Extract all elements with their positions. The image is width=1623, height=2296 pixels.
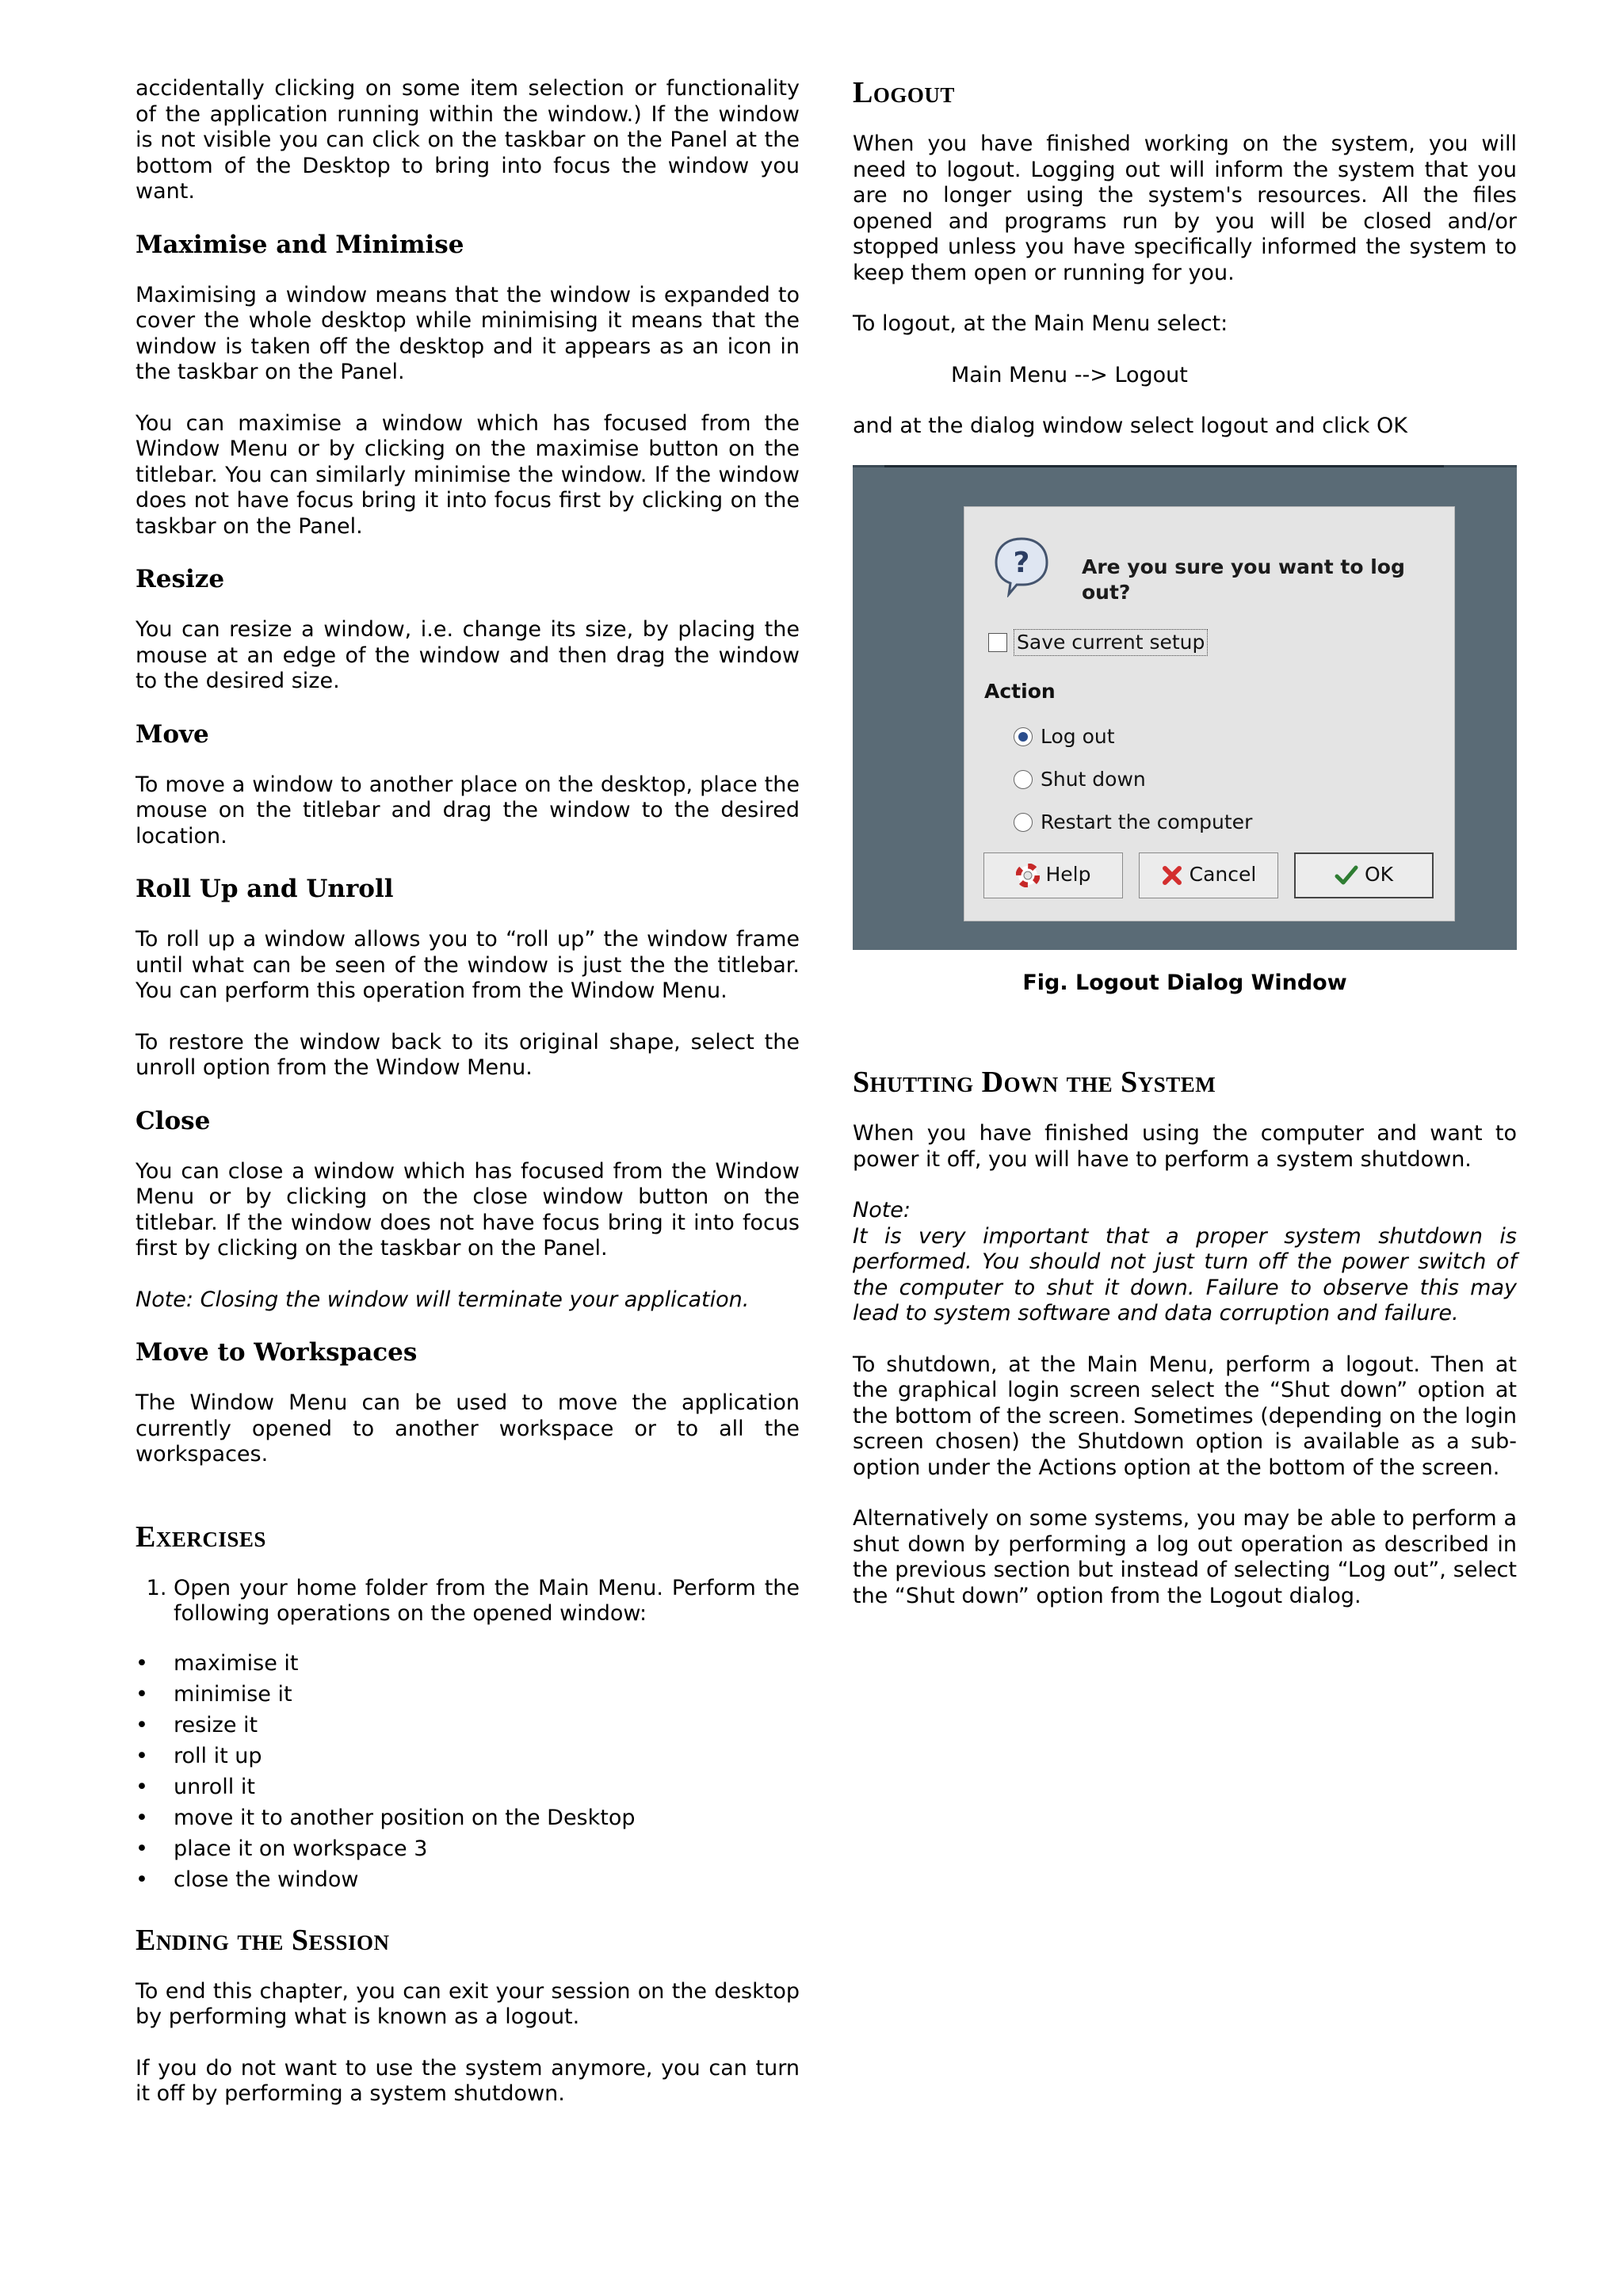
action-label: Action <box>984 679 1056 703</box>
bullet-item: • move it to another position on the Desktop <box>136 1802 800 1833</box>
save-setup-label: Save current setup <box>1014 629 1208 657</box>
paragraph-logout-2: To logout, at the Main Menu select: <box>853 311 1228 336</box>
paragraph-shutdown-2: To shutdown, at the Main Menu, perform a logout. Then at the graphical login screen select the “Shut down” option at the bottom of the screen. Sometimes (depending on the login screen chosen) the Shutdown option is available as a sub-option under the Actions option at the bottom of the screen. <box>853 1352 1517 1480</box>
paragraph-workspaces: The Window Menu can be used to move the application currently opened to another workspace or to all the workspaces. <box>136 1390 800 1466</box>
save-setup-checkbox[interactable] <box>988 629 1208 657</box>
lifebuoy-icon <box>1016 864 1040 887</box>
heading-close: Close <box>136 1106 211 1135</box>
left-column <box>136 76 800 2133</box>
note-label: Note: <box>853 1198 911 1222</box>
paragraph-intro: accidentally clicking on some item selection or functionality of the application running within the window.) If the window is not visible you can click on the taskbar on the Panel at the bottom of the Desktop to bring into focus the window you want. <box>136 76 800 204</box>
close-note: Note: Closing the window will terminate your application. <box>136 1287 750 1312</box>
radio-shut-down[interactable] <box>1014 767 1146 793</box>
radio-label: Shut down <box>1041 767 1146 791</box>
help-label: Help <box>1045 863 1091 887</box>
paragraph-logout-1: When you have finished working on the system, you will need to logout. Logging out will inform the system that you are no longer using the system's resources. All the files opened and programs run by you will be closed and/or stopped unless you have specifically informed the system to keep them open or running for you. <box>853 132 1517 285</box>
right-column <box>853 76 1517 1634</box>
heading-logout: Logout <box>853 76 955 109</box>
paragraph-maximise-1: Maximising a window means that the window is expanded to cover the whole desktop while minimising it means that the window is taken off the desktop and it appears as an icon in the taskbar on the Panel. <box>136 282 800 384</box>
radio-button-selected[interactable] <box>1014 727 1033 746</box>
cancel-label: Cancel <box>1189 863 1257 887</box>
radio-restart[interactable] <box>1014 810 1252 836</box>
paragraph-roll-2: To restore the window back to its original shape, select the unroll option from the Window Menu. <box>136 1029 800 1080</box>
bullet-item: • place it on workspace 3 <box>136 1833 800 1864</box>
bullet-item: • close the window <box>136 1864 800 1895</box>
heading-maximise-minimise: Maximise and Minimise <box>136 230 464 259</box>
dialog-question: Are you sure you want to log out? <box>1082 555 1405 604</box>
checkmark-icon <box>1335 864 1358 887</box>
paragraph-ending-2: If you do not want to use the system anymore, you can turn it off by performing a system shutdown. <box>136 2055 800 2106</box>
cancel-x-icon <box>1161 864 1183 887</box>
heading-exercises: Exercises <box>136 1520 266 1554</box>
paragraph-shutdown-1: When you have finished using the computer and want to power it off, you will have to perform a system shutdown. <box>853 1121 1517 1172</box>
radio-button[interactable] <box>1014 813 1033 832</box>
paragraph-move: To move a window to another place on the desktop, place the mouse on the titlebar and drag the window to the desired location. <box>136 772 800 849</box>
exercise-bullets <box>136 1648 800 1895</box>
radio-log-out[interactable] <box>1014 724 1115 750</box>
exercise-item: 1. Open your home folder from the Main Menu. Perform the following operations on the opened window: <box>174 1576 800 1627</box>
logout-menu-path: Main Menu --> Logout <box>951 362 1188 387</box>
radio-label: Restart the computer <box>1041 810 1253 833</box>
bullet-item: • resize it <box>136 1710 800 1741</box>
paragraph-shutdown-3: Alternatively on some systems, you may be able to perform a shut down by performing a log out operation as described in the previous section but instead of selecting “Log out”, select the “Shut down” option from the Logout dialog. <box>853 1506 1517 1608</box>
figure-caption: Fig. Logout Dialog Window <box>1022 970 1347 995</box>
radio-label: Log out <box>1041 724 1115 748</box>
bullet-item: • minimise it <box>136 1679 800 1710</box>
heading-roll-up: Roll Up and Unroll <box>136 875 394 903</box>
note-text: It is very important that a proper system shutdown is performed. You should not just turn off the power switch of the computer to shut it down. Failure to observe this may lead to system software and data corruption and failure. <box>853 1223 1517 1325</box>
paragraph-logout-3: and at the dialog window select logout and click OK <box>853 414 1407 438</box>
bullet-item: • unroll it <box>136 1772 800 1802</box>
logout-dialog-screenshot <box>853 465 1517 950</box>
heading-move: Move <box>136 719 209 749</box>
paragraph-roll-1: To roll up a window allows you to “roll up” the window frame until what can be seen of the window is just the the titlebar. You can perform this operation from the Window Menu. <box>136 927 800 1003</box>
svg-text:?: ? <box>1013 546 1030 579</box>
ok-button[interactable] <box>1294 852 1434 898</box>
paragraph-close: You can close a window which has focused from the Window Menu or by clicking on the close window button on the titlebar. If the window does not have focus bring it into focus first by clicking on the taskbar on the Panel. <box>136 1158 800 1261</box>
cancel-button[interactable] <box>1139 852 1278 898</box>
logout-dialog <box>964 506 1455 921</box>
heading-workspaces: Move to Workspaces <box>136 1338 418 1367</box>
checkbox-box[interactable] <box>988 633 1007 652</box>
ok-label: OK <box>1364 863 1394 887</box>
help-button[interactable] <box>983 852 1123 898</box>
heading-shutting-down: Shutting Down the System <box>853 1066 1216 1099</box>
paragraph-resize: You can resize a window, i.e. change its size, by placing the mouse at an edge of the window and then drag the window to the desired size. <box>136 617 800 693</box>
paragraph-ending-1: To end this chapter, you can exit your session on the desktop by performing what is known as a logout. <box>136 1978 800 2029</box>
question-icon <box>993 536 1050 597</box>
exercise-list <box>136 1576 800 1627</box>
radio-button[interactable] <box>1014 770 1033 789</box>
paragraph-maximise-2: You can maximise a window which has focused from the Window Menu or by clicking on the maximise button on the titlebar. You can similarly minimise the window. If the window does not have focus bring it into focus first by clicking on the taskbar on the Panel. <box>136 410 800 539</box>
heading-resize: Resize <box>136 565 225 593</box>
heading-ending-session: Ending the Session <box>136 1923 390 1957</box>
bullet-item: • maximise it <box>136 1648 800 1679</box>
bullet-item: • roll it up <box>136 1741 800 1772</box>
